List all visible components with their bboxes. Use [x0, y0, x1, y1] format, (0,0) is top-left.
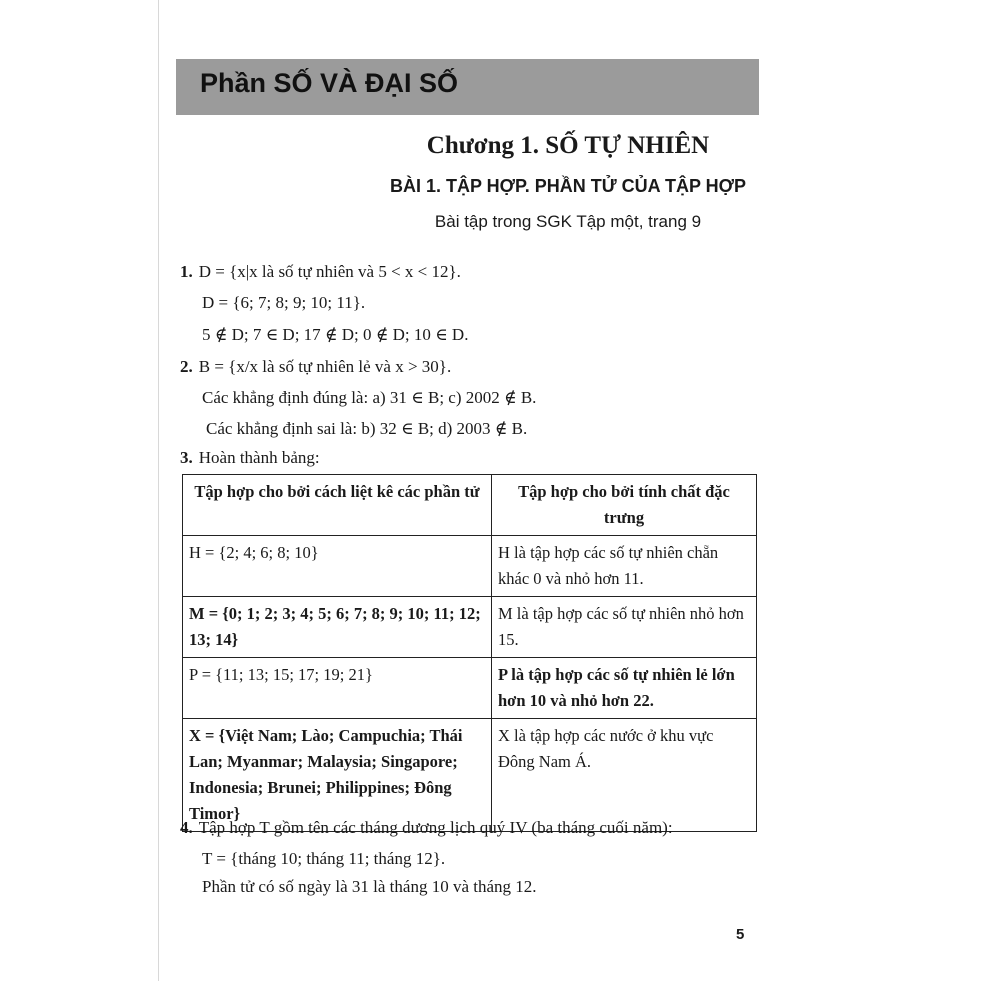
- exercise-1-line-3: 5 ∉ D; 7 ∈ D; 17 ∉ D; 0 ∉ D; 10 ∈ D.: [202, 325, 469, 344]
- exercise-4-line-1: [180, 818, 673, 838]
- table-row: [183, 658, 757, 719]
- exercise-3-line-1: [180, 448, 320, 468]
- exercise-2-text-1: B = {x/x là số tự nhiên lẻ và x > 30}.: [198, 357, 452, 376]
- table-header-property: Tập hợp cho bởi tính chất đặc trưng: [492, 475, 757, 536]
- table-row: [183, 536, 757, 597]
- table-cell-list: M = {0; 1; 2; 3; 4; 5; 6; 7; 8; 9; 10; 11; 12; 13; 14}: [183, 597, 492, 658]
- sets-table: [182, 474, 757, 832]
- source-line: Bài tập trong SGK Tập một, trang 9: [434, 212, 702, 231]
- exercise-1-line-1: [180, 262, 461, 282]
- exercise-4-line-2: T = {tháng 10; tháng 11; tháng 12}.: [202, 849, 446, 868]
- exercise-1-line-2: D = {6; 7; 8; 9; 10; 11}.: [202, 293, 366, 312]
- table-row: [183, 719, 757, 832]
- exercise-1-text-1: D = {x|x là số tự nhiên và 5 < x < 12}.: [198, 262, 461, 281]
- part-title: Phần SỐ VÀ ĐẠI SỐ: [200, 68, 459, 98]
- table-cell-property: P là tập hợp các số tự nhiên lẻ lớn hơn 10 và nhỏ hơn 22.: [492, 658, 757, 719]
- table-cell-property: X là tập hợp các nước ở khu vực Đông Nam Á.: [492, 719, 757, 832]
- table-cell-property: H là tập hợp các số tự nhiên chẵn khác 0 và nhỏ hơn 11.: [492, 536, 757, 597]
- page-number: 5: [736, 926, 745, 943]
- exercise-3-number: 3.: [180, 448, 193, 467]
- exercise-3-text-1: Hoàn thành bảng:: [198, 448, 320, 467]
- exercise-2-number: 2.: [180, 357, 193, 376]
- exercise-4-text-1: Tập hợp T gồm tên các tháng dương lịch quý IV (ba tháng cuối năm):: [198, 818, 673, 837]
- exercise-2-line-1: [180, 357, 451, 377]
- table-cell-list: H = {2; 4; 6; 8; 10}: [183, 536, 492, 597]
- exercise-1-number: 1.: [180, 262, 193, 281]
- exercise-2-line-2: Các khẳng định đúng là: a) 31 ∈ B; c) 2002 ∉ B.: [202, 388, 537, 407]
- exercise-4-number: 4.: [180, 818, 193, 837]
- exercise-2-line-3: Các khẳng định sai là: b) 32 ∈ B; d) 2003 ∉ B.: [206, 419, 528, 438]
- lesson-title: BÀI 1. TẬP HỢP. PHẦN TỬ CỦA TẬP HỢP: [389, 176, 747, 196]
- exercise-4-line-3: Phần tử có số ngày là 31 là tháng 10 và tháng 12.: [202, 877, 537, 896]
- table-cell-list: P = {11; 13; 15; 17; 19; 21}: [183, 658, 492, 719]
- table-header-list: Tập hợp cho bởi cách liệt kê các phần tử: [183, 475, 492, 536]
- table-header-row: [183, 475, 757, 536]
- table-cell-list: X = {Việt Nam; Lào; Campuchia; Thái Lan; Myanmar; Malaysia; Singapore; Indonesia; Brunei; Philippines; Đông Timor}: [183, 719, 492, 832]
- chapter-title: Chương 1. SỐ TỰ NHIÊN: [426, 132, 710, 159]
- table-cell-property: M là tập hợp các số tự nhiên nhỏ hơn 15.: [492, 597, 757, 658]
- table-row: [183, 597, 757, 658]
